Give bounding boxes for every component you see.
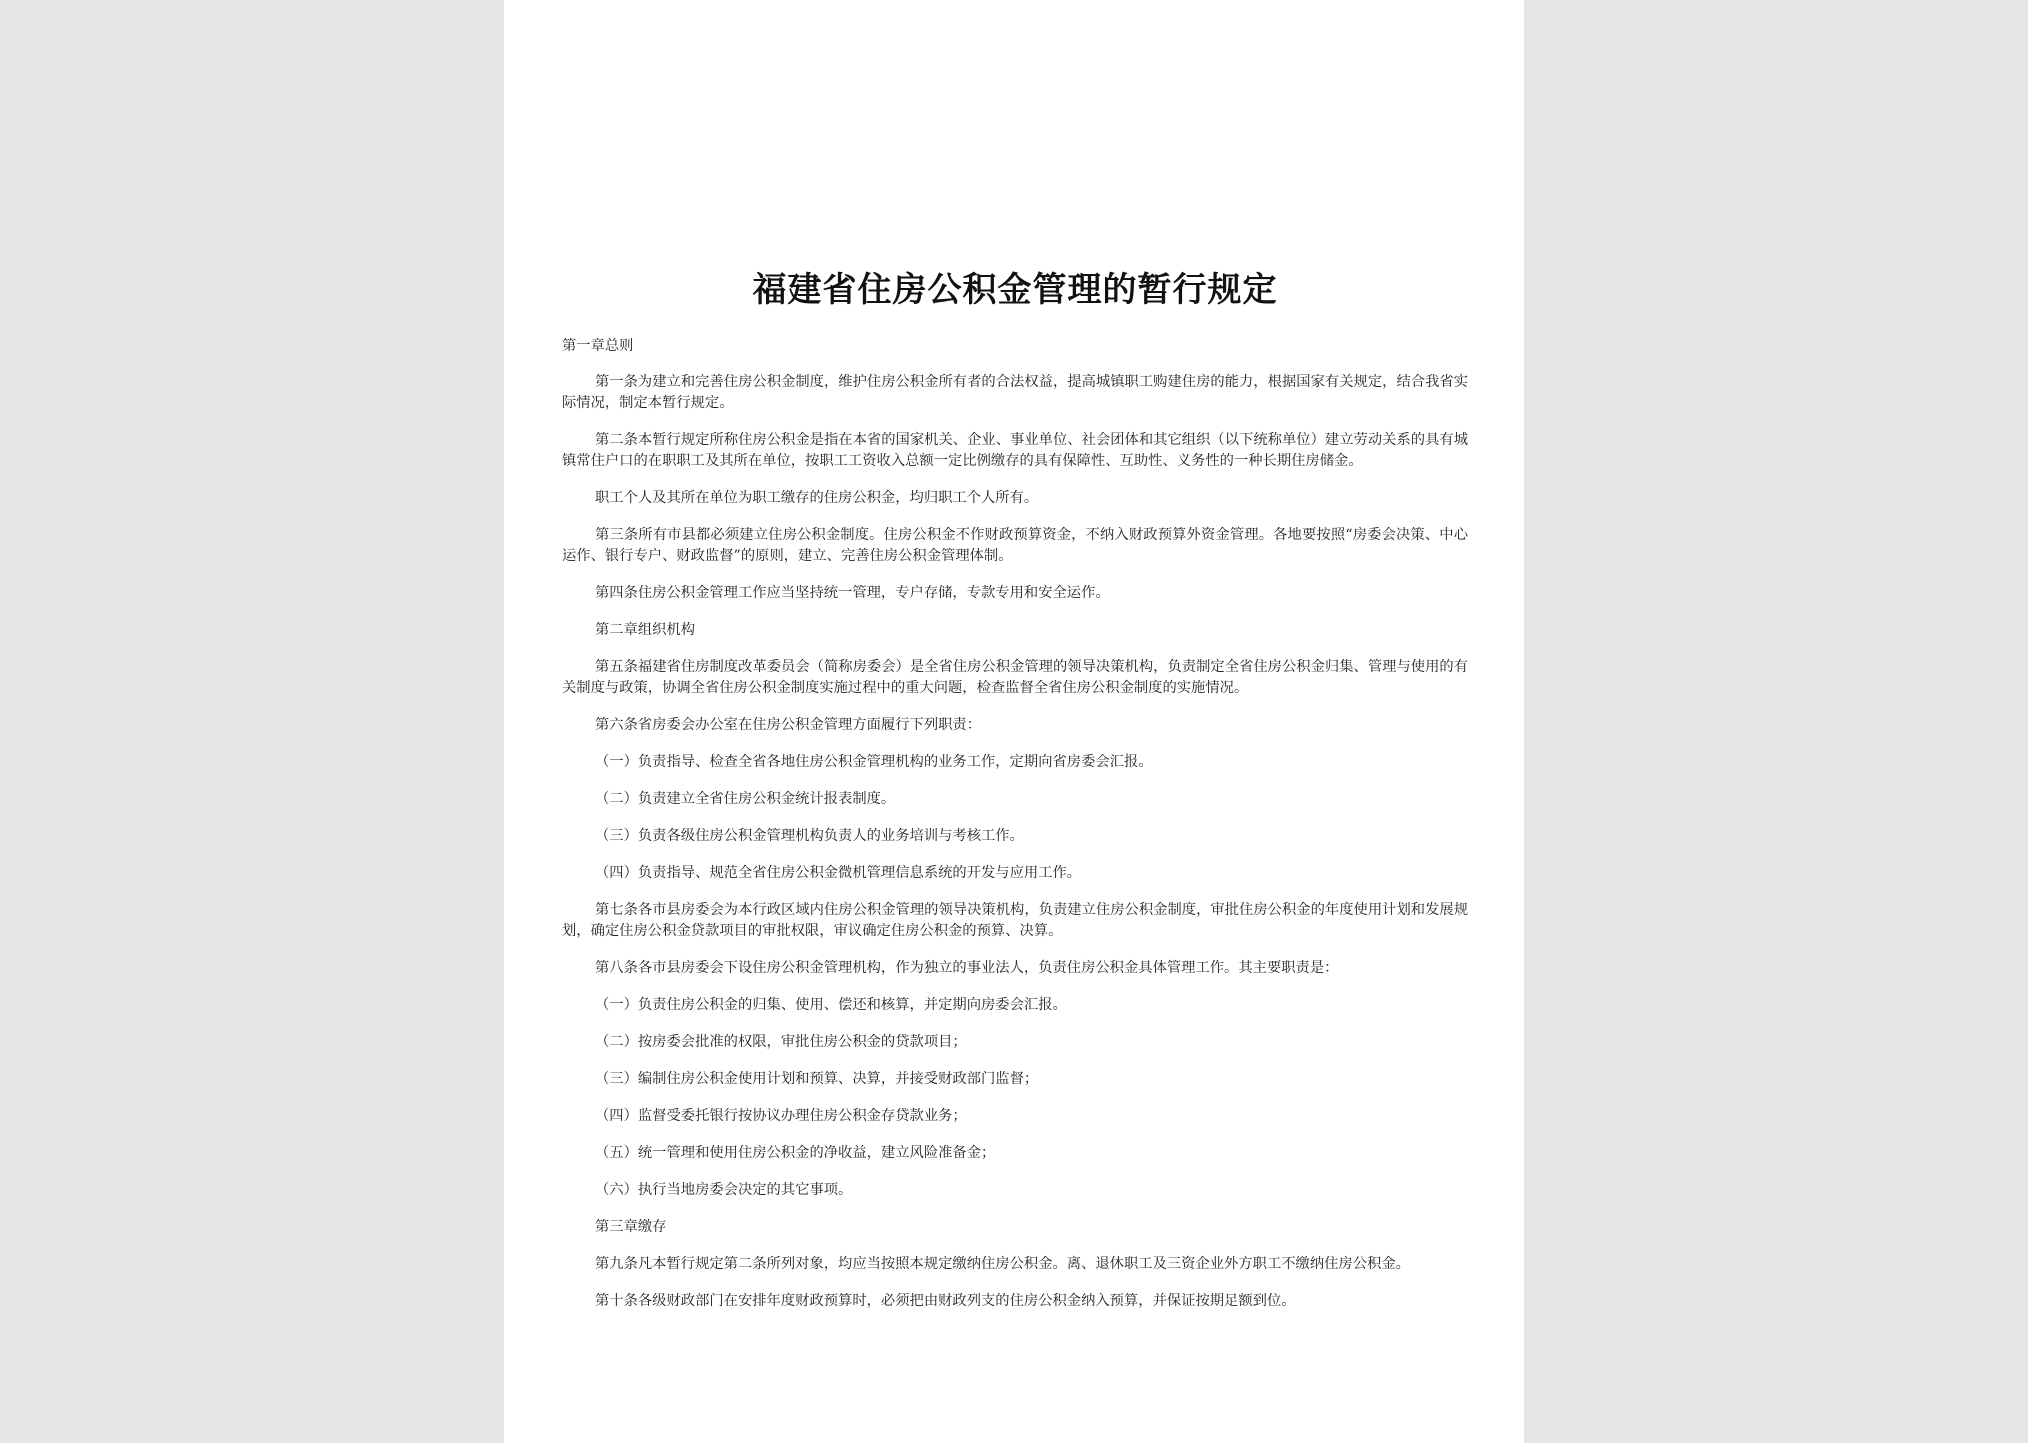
list-item: （一）负责住房公积金的归集、使用、偿还和核算，并定期向房委会汇报。	[595, 997, 1067, 1013]
paragraph: 第九条凡本暂行规定第二条所列对象，均应当按照本规定缴纳住房公积金。离、退休职工及三资企业外方职工不缴纳住房公积金。	[595, 1256, 1410, 1272]
paragraph: 第七条各市县房委会为本行政区域内住房公积金管理的领导决策机构，负责建立住房公积金制度，审批住房公积金的年度使用计划和发展规划，确定住房公积金贷款项目的审批权限，审议确定住房公积金的预算、决算。	[562, 902, 1468, 939]
document-title: 福建省住房公积金管理的暂行规定	[752, 270, 1278, 310]
list-item: （三）编制住房公积金使用计划和预算、决算，并接受财政部门监督；	[595, 1071, 1039, 1087]
paragraph: 第三条所有市县都必须建立住房公积金制度。住房公积金不作财政预算资金，不纳入财政预算外资金管理。各地要按照“房委会决策、中心运作、银行专户、财政监督”的原则，建立、完善住房公积金管理体制。	[562, 527, 1468, 564]
paragraph: 第五条福建省住房制度改革委员会（简称房委会）是全省住房公积金管理的领导决策机构，负责制定全省住房公积金归集、管理与使用的有关制度与政策，协调全省住房公积金制度实施过程中的重大问题，检查监督全省住房公积金制度的实施情况。	[562, 659, 1468, 696]
list-item: （二）按房委会批准的权限，审批住房公积金的贷款项目；	[595, 1034, 967, 1050]
document-content	[562, 336, 1468, 1312]
paragraph: 第四条住房公积金管理工作应当坚持统一管理，专户存储，专款专用和安全运作。	[595, 585, 1110, 601]
chapter-heading: 第二章组织机构	[595, 622, 696, 638]
list-item: （四）监督受委托银行按协议办理住房公积金存贷款业务；	[595, 1108, 967, 1124]
list-item: （四）负责指导、规范全省住房公积金微机管理信息系统的开发与应用工作。	[595, 865, 1082, 881]
paragraph: 第八条各市县房委会下设住房公积金管理机构，作为独立的事业法人，负责住房公积金具体管理工作。其主要职责是：	[595, 960, 1339, 976]
list-item: （六）执行当地房委会决定的其它事项。	[595, 1182, 853, 1198]
document-page	[504, 0, 1524, 1443]
paragraph: 第二条本暂行规定所称住房公积金是指在本省的国家机关、企业、事业单位、社会团体和其它组织（以下统称单位）建立劳动关系的具有城镇常住户口的在职职工及其所在单位，按职工工资收入总额一定比例缴存的具有保障性、互助性、义务性的一种长期住房储金。	[562, 432, 1468, 469]
paragraph: 第一条为建立和完善住房公积金制度，维护住房公积金所有者的合法权益，提高城镇职工购建住房的能力，根据国家有关规定，结合我省实际情况，制定本暂行规定。	[562, 374, 1468, 411]
list-item: （五）统一管理和使用住房公积金的净收益，建立风险准备金；	[595, 1145, 996, 1161]
list-item: （二）负责建立全省住房公积金统计报表制度。	[595, 791, 896, 807]
chapter-heading: 第一章总则	[562, 338, 634, 354]
chapter-heading: 第三章缴存	[595, 1219, 667, 1235]
paragraph: 第六条省房委会办公室在住房公积金管理方面履行下列职责：	[595, 717, 982, 733]
paragraph: 第十条各级财政部门在安排年度财政预算时，必须把由财政列支的住房公积金纳入预算，并保证按期足额到位。	[595, 1293, 1296, 1309]
list-item: （一）负责指导、检查全省各地住房公积金管理机构的业务工作，定期向省房委会汇报。	[595, 754, 1153, 770]
list-item: （三）负责各级住房公积金管理机构负责人的业务培训与考核工作。	[595, 828, 1024, 844]
paragraph: 职工个人及其所在单位为职工缴存的住房公积金，均归职工个人所有。	[595, 490, 1039, 506]
